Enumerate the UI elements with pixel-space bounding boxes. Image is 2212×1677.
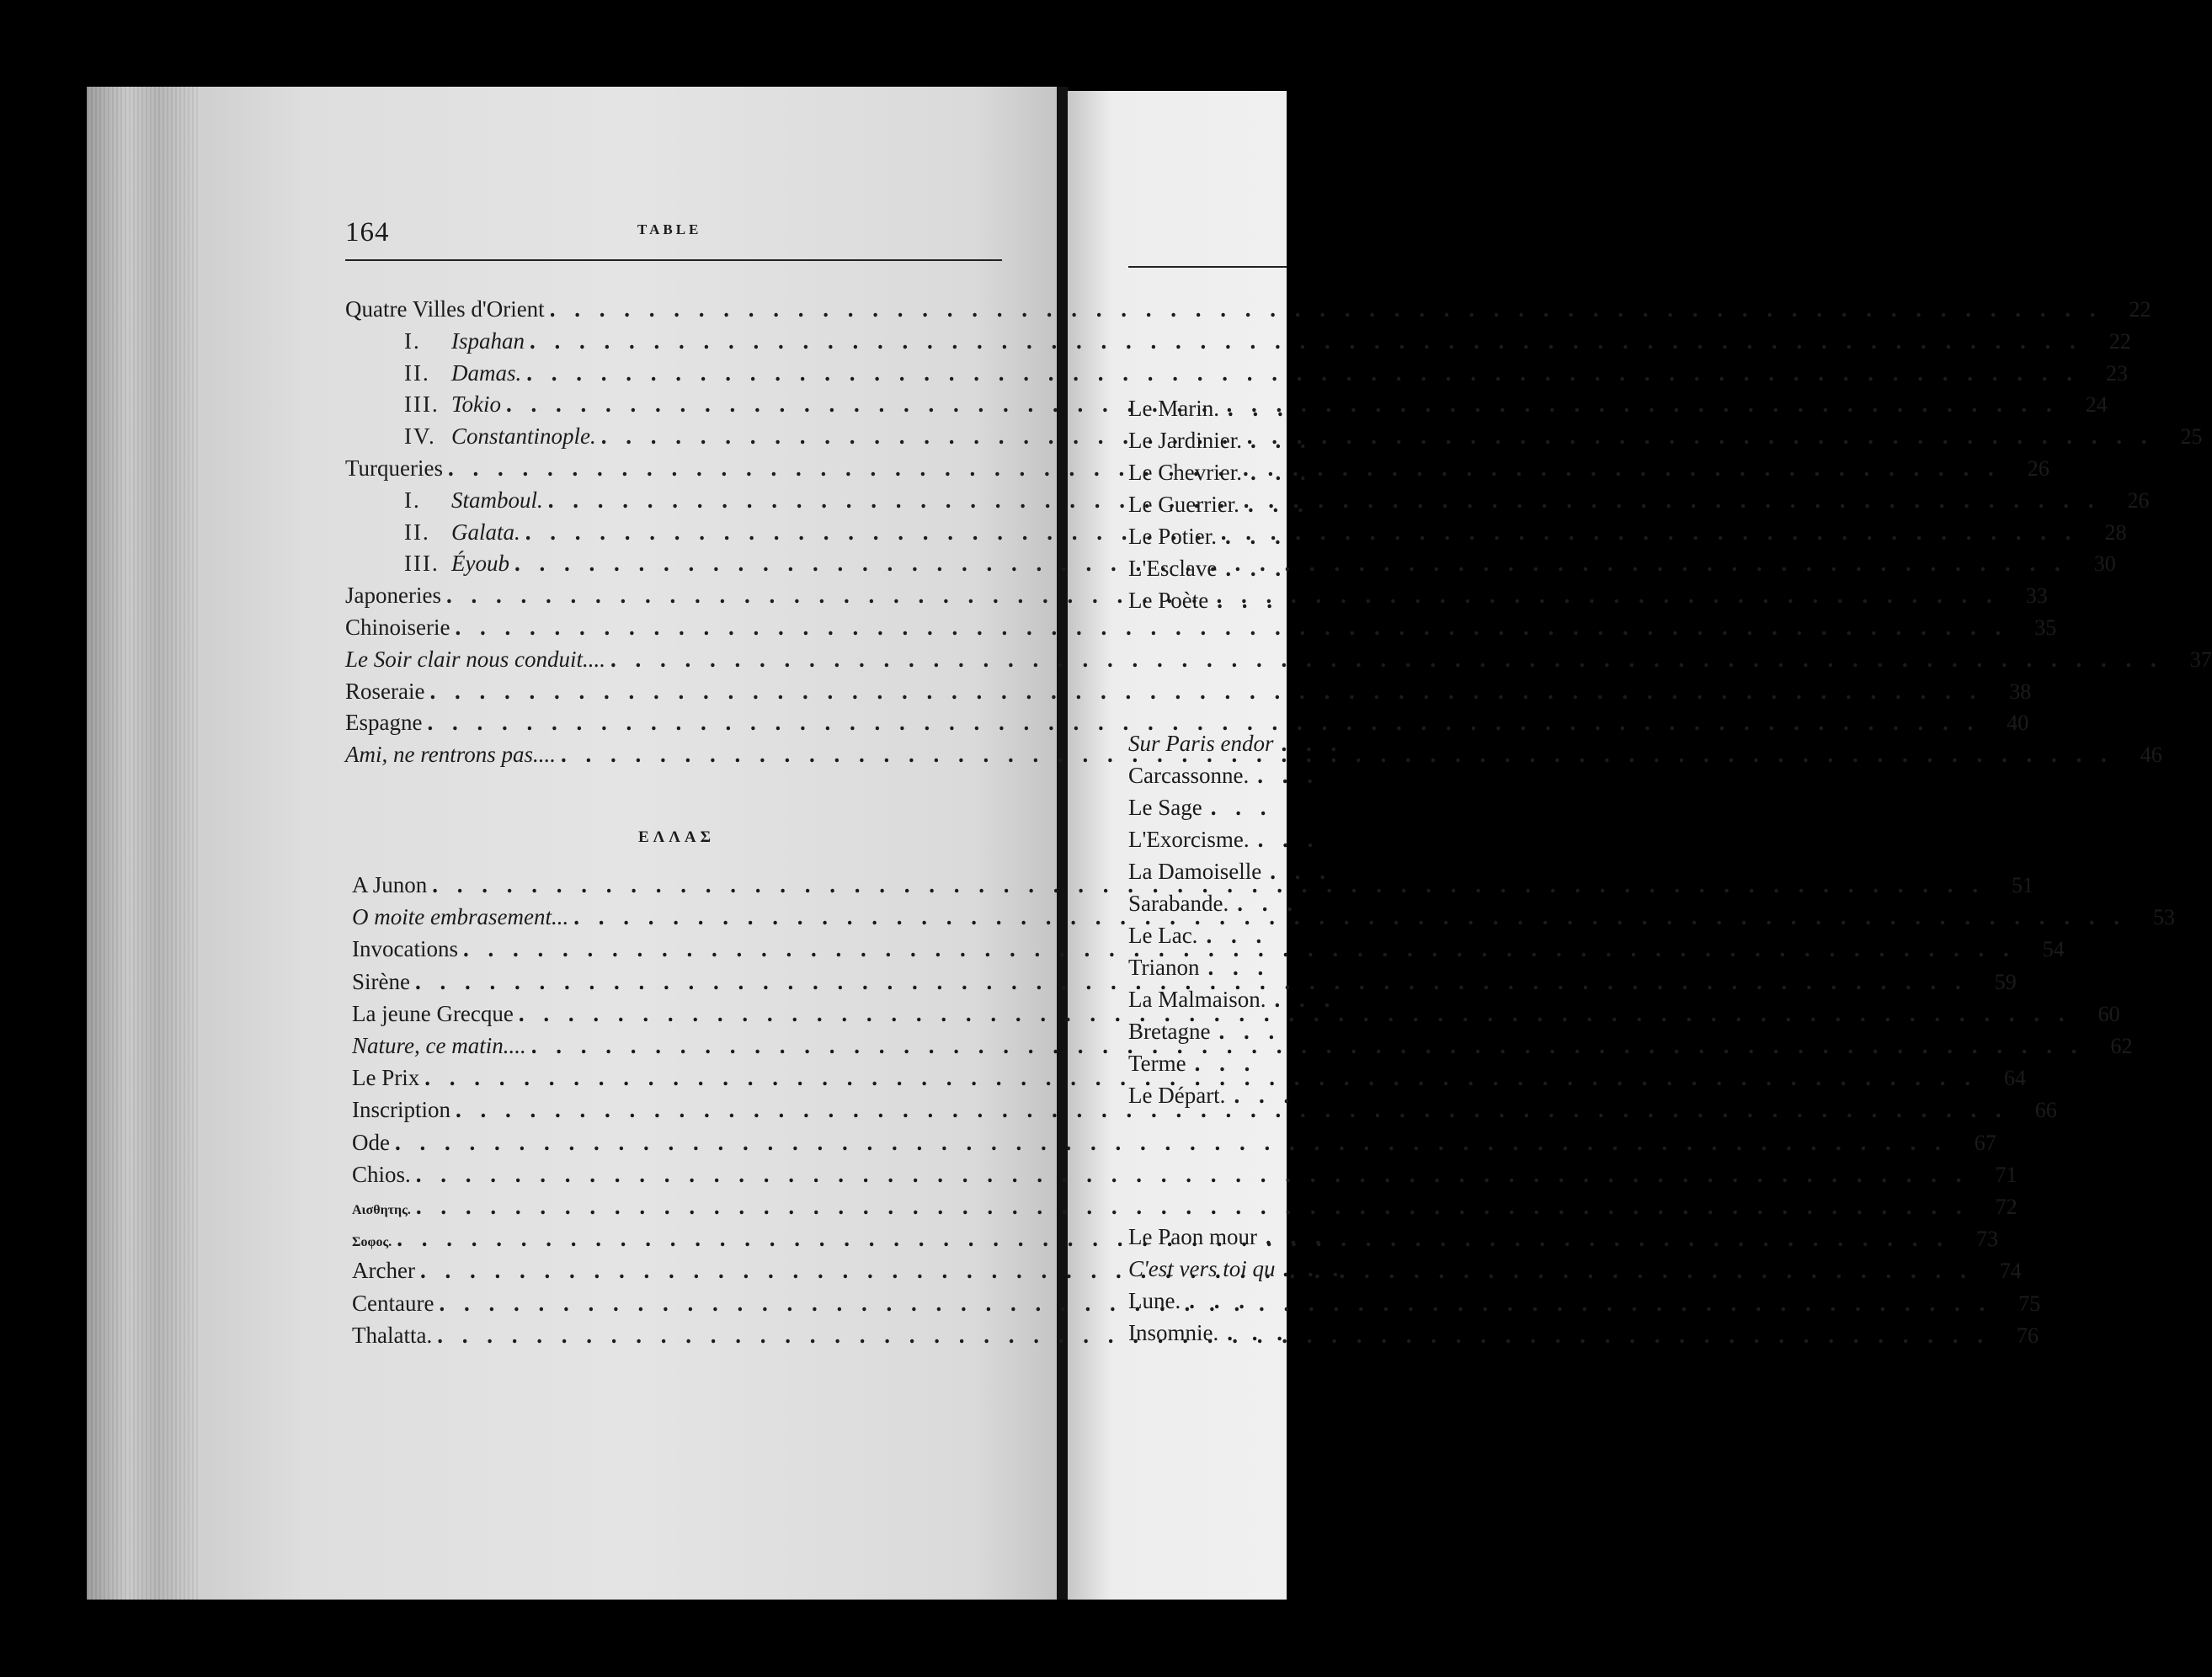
entry-title: Chios. [352,1161,411,1187]
toc-entry [1128,987,1336,1017]
toc-entry [1128,492,1310,522]
toc-entry [1128,955,1270,985]
toc-entry [1128,763,1319,793]
entry-page-number: 53 [2152,905,2175,930]
entry-page-number: 24 [2085,392,2108,418]
section-heading: ΕΛΛΑΣ [638,828,716,846]
dot-leader [416,1162,1969,1188]
toc-entry [404,327,2131,359]
entry-page-number: 25 [2180,424,2203,450]
entry-page-number: 66 [2034,1098,2057,1123]
entry-page-number: 46 [2140,743,2162,768]
dot-leader: . . . [1218,1019,1282,1044]
toc-entry [352,1129,1996,1160]
entry-title: Japoneries [345,583,441,609]
dot-leader: . . . [1206,923,1269,948]
dot-leader: . . . [1225,556,1288,581]
dot-leader: . . . [1237,891,1299,916]
toc-entry [352,1033,2133,1063]
dot-leader [429,679,1982,705]
toc-entry [345,296,2151,327]
entry-title: Inscription [352,1097,450,1123]
entry-title: Insomnie. [1128,1320,1219,1345]
entry-page-number: 71 [1995,1162,2017,1187]
toc-entry [1128,891,1299,921]
dot-leader: . . . [1234,1083,1297,1108]
entry-title: C'est vers toi qu [1128,1256,1276,1281]
toc-entry [1128,1083,1296,1113]
toc-entry [345,615,2057,645]
toc-entry [1128,460,1313,490]
dot-leader [455,615,2007,641]
dot-leader [601,423,2154,450]
entry-title: Ispahan [451,327,525,354]
entry-title: Σοφος. [352,1235,392,1250]
entry-numeral: IV. [404,423,436,450]
entry-title: Le Guerrier. [1128,492,1239,517]
entry-title: Turqueries [345,455,444,481]
entry-page-number: 26 [2027,456,2049,481]
toc-entry [352,968,2017,999]
toc-entry [1128,1224,1328,1254]
dot-leader [526,360,2079,386]
toc-entry [352,936,2065,966]
toc-entry [1128,396,1290,426]
entry-title: Trianon [1128,955,1200,980]
dot-leader: . . . [1247,492,1310,517]
dot-leader: . . . [1250,460,1313,485]
entry-title: Damas. [451,359,522,386]
toc-entry [1128,428,1313,458]
entry-page-number: 54 [2042,937,2065,962]
entry-page-number: 22 [2108,328,2131,354]
running-title: TABLE [637,221,702,237]
toc-entry [1128,1256,1346,1286]
dot-leader: . . . [1194,1051,1257,1076]
entry-page-number: 22 [2129,297,2151,322]
entry-title: Le Prix [352,1065,420,1091]
entry-title: A Junon [352,872,428,897]
entry-title: Nature, ce matin.... [352,1033,526,1058]
entry-title: Invocations [352,936,458,962]
toc-entry [1128,524,1287,554]
entry-numeral: I. [404,487,421,513]
entry-title: Carcassonne. [1128,763,1250,788]
entry-title: Constantinople. [451,423,596,450]
entry-title: Espagne [345,710,423,736]
entry-page-number: 75 [2018,1291,2041,1316]
book-page-edges [87,87,205,1600]
dot-leader: . . . [1217,588,1279,613]
entry-page-number: 23 [2106,360,2129,386]
dot-leader [573,904,2126,930]
entry-page-number: 73 [1975,1227,1998,1252]
entry-page-number: 67 [1974,1130,1996,1155]
entry-page-number: 64 [2004,1066,2026,1091]
entry-title: Le Soir clair nous conduit.... [345,646,605,672]
entry-page-number: 76 [2016,1323,2039,1348]
dot-leader: . . . [1282,731,1345,756]
toc-entry [1128,1019,1281,1049]
entry-title: Archer [352,1258,415,1284]
entry-page-number: 40 [2007,711,2029,736]
entry-title: Αισθητης. [352,1203,411,1217]
entry-numeral: II. [404,519,430,545]
dot-leader: . . . [1207,955,1271,980]
entry-title: Bretagne [1128,1019,1211,1044]
entry-title: Le Sage [1128,795,1202,820]
dot-leader: . . . [1265,1224,1328,1249]
dot-leader: . . . [1270,859,1332,884]
dot-leader [416,1194,1969,1220]
toc-entry [404,359,2129,391]
entry-numeral: II. [404,359,430,386]
toc-entry [352,904,2175,934]
entry-page-number: 33 [2025,583,2048,609]
page-number: 164 [345,217,390,248]
entry-title: Le Paon mour [1128,1224,1257,1249]
toc-entry [352,1065,2026,1095]
entry-title: Le Marin. [1128,396,1219,421]
entry-title: Le Départ. [1128,1083,1226,1108]
toc-entry [352,872,2034,902]
entry-title: La Malmaison. [1128,987,1266,1012]
entry-title: La jeune Grecque [352,1000,514,1026]
entry-numeral: I. [404,327,421,354]
toc-entry [1128,923,1268,953]
toc-entry [1128,731,1344,761]
entry-title: O moite embrasement... [352,904,569,930]
entry-numeral: III. [404,551,440,577]
dot-leader: . . . [1224,524,1287,549]
toc-entry [345,710,2029,740]
toc-entry [1128,859,1332,889]
entry-title: Éyoub [451,551,509,577]
dot-leader: . . . [1189,1288,1251,1313]
entry-title: Ami, ne rentrons pas.... [345,742,556,768]
dot-leader [395,1130,1948,1156]
entry-title: Le Lac. [1128,923,1198,948]
toc-entry [345,646,2212,677]
entry-title: Le Chevrier. [1128,460,1242,485]
toc-entry [352,1161,2017,1192]
dot-leader: . . . [1274,987,1337,1012]
toc-entry [352,1097,2057,1127]
entry-numeral: III. [404,391,440,418]
entry-title: Le Jardinier. [1128,428,1242,453]
toc-entry [1128,556,1287,586]
dot-leader: . . . [1210,795,1273,820]
entry-title: Sur Paris endor [1128,731,1274,756]
entry-title: L'Exorcisme. [1128,827,1250,852]
dot-leader [550,296,2103,322]
entry-title: Galata. [451,519,520,545]
entry-page-number: 72 [1995,1195,2017,1219]
entry-title: Le Poète [1128,588,1209,613]
toc-entry [1128,827,1319,857]
dot-leader [530,328,2082,354]
dot-leader [514,551,2067,577]
entry-title: L'Esclave [1128,556,1218,581]
entry-page-number: 38 [2009,679,2032,704]
dot-leader: . . . [1257,827,1320,852]
toc-entry [352,1194,2017,1224]
dot-leader: . . . [1283,1256,1346,1281]
dot-leader: . . . [1250,428,1313,453]
entry-title: Roseraie [345,678,425,704]
dot-leader [548,487,2101,514]
toc-entry [1128,795,1272,825]
entry-title: Thalatta. [352,1322,433,1348]
toc-entry [345,678,2032,709]
dot-leader: . . . [1227,396,1290,421]
dot-leader [531,1033,2084,1059]
dot-leader [525,519,2078,546]
entry-page-number: 59 [1994,969,2017,994]
dot-leader: . . . [1227,1320,1289,1345]
toc-entry [1128,1288,1251,1318]
entry-page-number: 60 [2097,1001,2120,1026]
entry-title: Centaure [352,1290,434,1316]
header-rule-right [1128,266,1287,268]
toc-entry [1128,1051,1256,1081]
entry-title: Sirène [352,968,410,994]
entry-page-number: 30 [2093,551,2116,577]
toc-entry [1128,588,1279,618]
dot-leader: . . . [1257,763,1319,788]
entry-title: Le Potier. [1128,524,1217,549]
entry-page-number: 35 [2034,615,2057,640]
entry-title: La Damoiselle [1128,859,1262,884]
entry-page-number: 62 [2110,1034,2133,1058]
header-rule [345,259,1002,261]
entry-title: Lune. [1128,1288,1181,1313]
entry-page-number: 37 [2189,647,2212,672]
entry-title: Sarabande. [1128,891,1229,916]
entry-title: Quatre Villes d'Orient [345,296,545,322]
entry-page-number: 74 [1999,1259,2022,1284]
entry-page-number: 28 [2104,519,2127,545]
entry-title: Stamboul. [451,487,543,513]
toc-entry [352,1000,2120,1031]
entry-title: Terme [1128,1051,1186,1076]
entry-title: Tokio [451,391,502,418]
dot-leader [610,647,2163,673]
toc-entry [1128,1320,1289,1350]
entry-title: Ode [352,1129,390,1155]
entry-page-number: 26 [2127,487,2150,513]
entry-page-number: 51 [2012,873,2034,897]
entry-title: Chinoiserie [345,615,450,640]
